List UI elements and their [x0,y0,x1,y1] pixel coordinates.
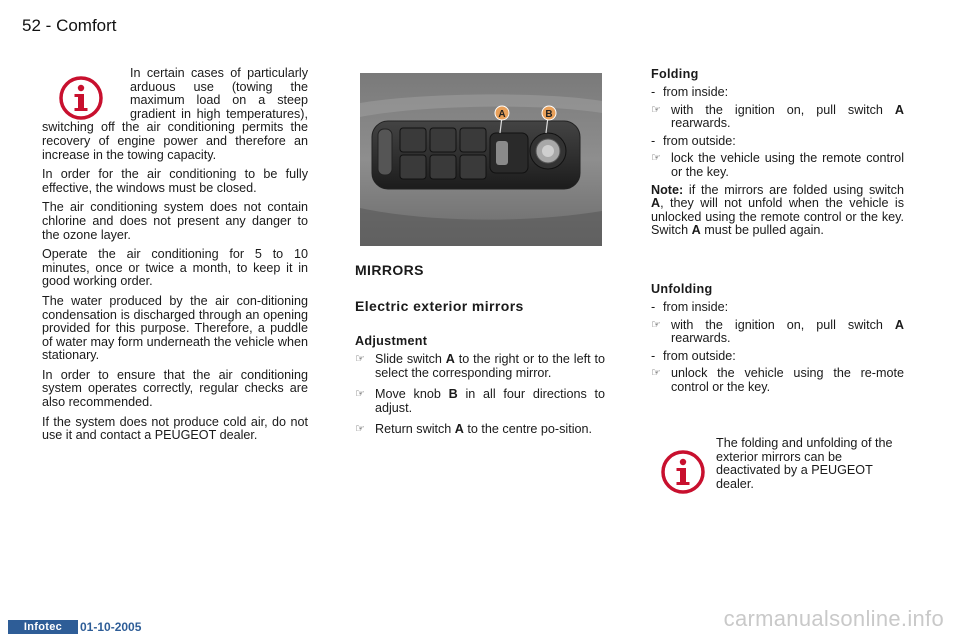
mirror-switch-photo [360,73,602,246]
knob-b-ref: B [448,387,458,402]
pointing-hand-icon: ☞ [651,103,661,116]
watermark-site: carmanualsonline.info [723,606,944,631]
ac-paragraph-4: Operate the air conditioning for 5 to 10 minutes, once or twice a month, to keep it in good working order. [42,247,308,289]
ac-paragraph-6: In order to ensure that the air conditioning system operates correctly, regular checks are also recommended. [42,367,308,410]
pointing-hand-icon: ☞ [355,353,365,365]
adjustment-title: Adjustment [355,334,428,348]
switch-a-ref: A [445,352,455,366]
folding-inside-step: ☞ with the ignition on, pull switch A rearwards. [651,102,904,131]
section-title: Comfort [56,16,117,35]
pointing-hand-icon: ☞ [355,423,365,436]
header-separator: - [45,16,52,35]
mirrors-title: MIRRORS [355,262,424,278]
ac-paragraph-2: In order for the air conditioning to be fully effective, the windows must be closed. [42,167,308,195]
print-date: 01-10-2005 [80,620,142,634]
adjustment-step-1: ☞ Slide switch A to the right or to the left to select the corresponding mirror. [355,352,606,380]
unfolding-outside: - from outside: [651,348,736,363]
unfolding-outside-step: ☞ unlock the vehicle using the re-mote control or the key. [651,366,904,394]
pointing-hand-icon: ☞ [355,388,365,401]
air-conditioning-column [42,67,308,449]
folding-outside-step: ☞ lock the vehicle using the remote control or the key. [651,151,904,179]
adjustment-step-2: ☞ Move knob B in all four directions to adjust. [355,387,606,415]
deactivation-info-text: The folding and unfolding of the exterior mirrors can be deactivated by a PEUGEOT dealer. [716,436,893,491]
folding-outside: - from outside: [651,133,736,148]
adjustment-step-3: ☞ Return switch A to the centre po-sition. [355,422,593,437]
folding-inside: - from inside: [651,85,729,99]
pointing-hand-icon: ☞ [651,367,661,380]
folding-note: Note: if the mirrors are folded using switch A, they will not unfold when the vehicle is unlocked using the remote control or the key. Switch A must be pulled again. [651,182,904,238]
pointing-hand-icon: ☞ [651,318,661,331]
mirrors-column [355,262,605,441]
ac-paragraph-7: If the system does not produce cold air, do not use it and contact a PEUGEOT dealer. [42,414,308,443]
folding-title: Folding [651,67,699,81]
ac-paragraph-1: In certain cases of particularly arduous use (towing the maximum load on a steep gradient in high temperatures), switching off the air conditioning permits the recovery of engine power and therefore an increase in the towing capacity. [42,66,308,162]
folding-column [651,67,904,399]
pointing-hand-icon: ☞ [651,152,661,165]
unfolding-title: Unfolding [651,281,713,296]
note-label: Note: [651,182,684,197]
unfolding-inside-step: ☞ with the ignition on, pull switch A rearwards. [651,317,904,346]
unfolding-inside: - from inside: [651,299,729,314]
photo-label-a: A [498,109,506,120]
ac-paragraph-3: The air conditioning system does not contain chlorine and does not present any danger to the ozone layer. [42,200,308,242]
page-header [22,16,117,36]
ac-paragraph-5: The water produced by the air con-ditioning condensation is discharged through an opening provided for this purpose. Therefore, a puddle of water may form underneath the vehicle when stationary. [42,293,308,363]
infotec-badge: Infotec [8,620,78,634]
photo-label-b: B [545,109,553,120]
switch-a-ref: A [454,422,464,437]
info-icon [660,449,706,495]
electric-mirrors-subtitle: Electric exterior mirrors [355,298,524,314]
page-number: 52 [22,16,41,35]
info-icon [58,75,104,121]
